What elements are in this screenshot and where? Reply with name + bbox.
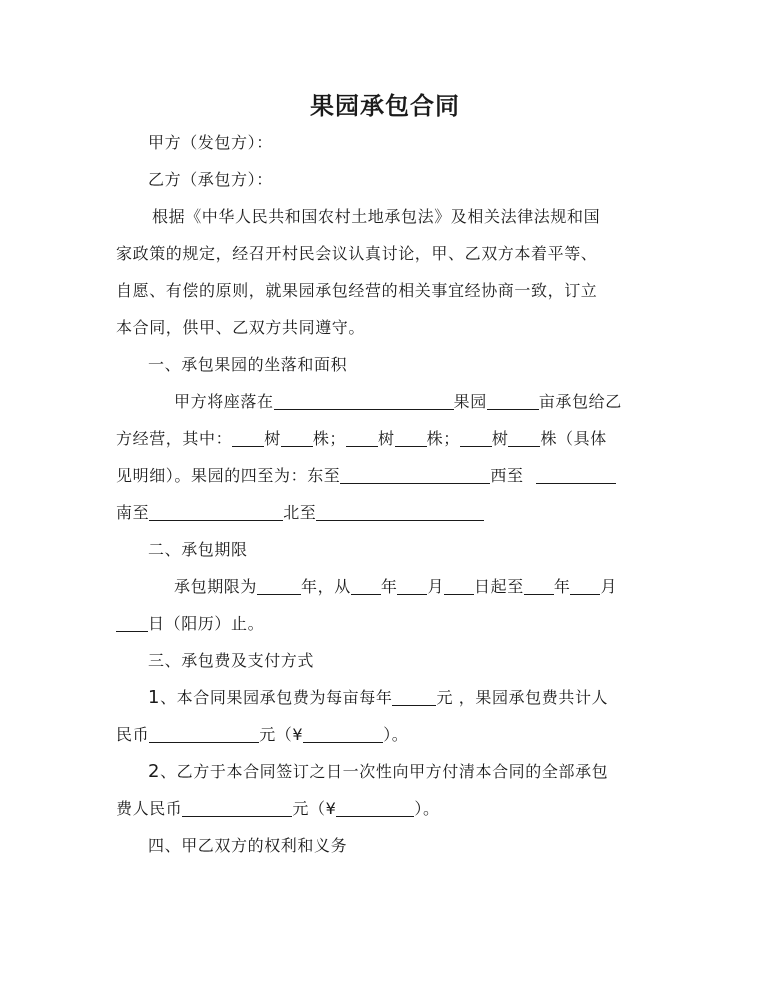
text: 亩承包给乙 <box>538 392 622 411</box>
blank-term-years[interactable] <box>257 576 301 595</box>
blank-east-boundary[interactable] <box>340 465 490 484</box>
text: 年 <box>553 577 571 596</box>
text: 年 <box>380 577 398 596</box>
party-a-label: 甲方（发包方）： <box>148 133 273 152</box>
blank-start-month[interactable] <box>397 576 427 595</box>
text: 方经营，其中： <box>116 429 233 448</box>
text: 北至 <box>283 503 317 522</box>
section-1-heading: 一、承包果园的坐落和面积 <box>148 355 348 374</box>
text: 日（阳历）止。 <box>148 614 265 633</box>
section-1-line-3 <box>116 464 616 488</box>
text: 株（具体 <box>540 429 607 448</box>
text: 株； <box>312 429 347 448</box>
section-2-line-2 <box>116 612 264 636</box>
blank-tree-type-1[interactable] <box>232 428 264 447</box>
blank-payment-words[interactable] <box>182 798 292 817</box>
text: 树 <box>378 429 395 448</box>
blank-area[interactable] <box>487 391 539 410</box>
item-number: 2 <box>148 761 161 782</box>
blank-west-boundary[interactable] <box>536 465 616 484</box>
blank-end-year[interactable] <box>524 576 554 595</box>
party-b-label: 乙方（承包方）： <box>148 170 273 189</box>
section-2-line-1 <box>174 575 617 599</box>
text: 月 <box>427 577 445 596</box>
blank-north-boundary[interactable] <box>316 502 484 521</box>
section-2-heading: 二、承包期限 <box>148 540 248 559</box>
section-3-para-2-line-2 <box>116 797 440 821</box>
blank-end-day[interactable] <box>116 613 148 632</box>
preamble-line-3: 自愿、有偿的原则，就果园承包经营的相关事宜经协商一致，订立 <box>116 281 598 300</box>
text: 、乙方于本合同签订之日一次性向甲方付清本合同的全部承包 <box>160 762 609 781</box>
section-3-para-1-line-1 <box>148 686 608 710</box>
text: 元（¥ <box>259 725 304 744</box>
text: 元（¥ <box>292 799 337 818</box>
section-1-line-1 <box>174 390 622 414</box>
text: 西至 <box>490 466 524 485</box>
text: 株； <box>426 429 460 448</box>
blank-total-fee-amount[interactable] <box>303 724 383 743</box>
text: ）。 <box>414 799 440 818</box>
text: 日起至 <box>474 577 524 596</box>
text: 年，从 <box>301 577 351 596</box>
blank-tree-count-3[interactable] <box>508 428 540 447</box>
text: 树 <box>491 429 509 448</box>
blank-start-day[interactable] <box>444 576 474 595</box>
blank-tree-type-3[interactable] <box>460 428 492 447</box>
blank-start-year[interactable] <box>351 576 381 595</box>
section-3-para-1-line-2 <box>116 723 408 747</box>
section-3-para-2-line-1 <box>148 760 608 784</box>
blank-end-month[interactable] <box>570 576 600 595</box>
blank-tree-type-2[interactable] <box>346 428 378 447</box>
section-3-heading: 三、承包费及支付方式 <box>148 651 315 670</box>
section-4-heading: 四、甲乙双方的权利和义务 <box>148 836 348 855</box>
blank-fee-per-mu[interactable] <box>392 687 436 706</box>
section-1-line-2 <box>116 427 607 451</box>
blank-tree-count-2[interactable] <box>395 428 427 447</box>
text: 月 <box>600 577 618 596</box>
text: 果园 <box>453 392 487 411</box>
document-title: 果园承包合同 <box>310 91 460 120</box>
preamble-line-1: 根据《中华人民共和国农村土地承包法》及相关法律法规和国 <box>152 207 601 226</box>
item-number: 1 <box>148 687 161 708</box>
blank-payment-amount[interactable] <box>336 798 414 817</box>
blank-total-fee-words[interactable] <box>149 724 259 743</box>
text: 、本合同果园承包费为每亩每年 <box>160 688 393 707</box>
text: 南至 <box>116 503 150 522</box>
text: 树 <box>264 429 281 448</box>
text: 承包期限为 <box>174 577 258 596</box>
text: 民币 <box>116 725 150 744</box>
preamble-line-4: 本合同，供甲、乙双方共同遵守。 <box>116 318 366 337</box>
blank-south-boundary[interactable] <box>149 502 283 521</box>
blank-tree-count-1[interactable] <box>281 428 313 447</box>
text: 费人民币 <box>116 799 183 818</box>
section-1-line-4 <box>116 501 484 525</box>
text: 甲方将座落在 <box>174 392 274 411</box>
blank-location[interactable] <box>274 391 454 410</box>
preamble-line-2: 家政策的规定，经召开村民会议认真讨论，甲、乙双方本着平等、 <box>116 244 598 263</box>
text: 见明细）。果园的四至为：东至 <box>116 466 341 485</box>
text: 元 ，果园承包费共计人 <box>436 688 609 707</box>
text: ）。 <box>383 725 409 744</box>
